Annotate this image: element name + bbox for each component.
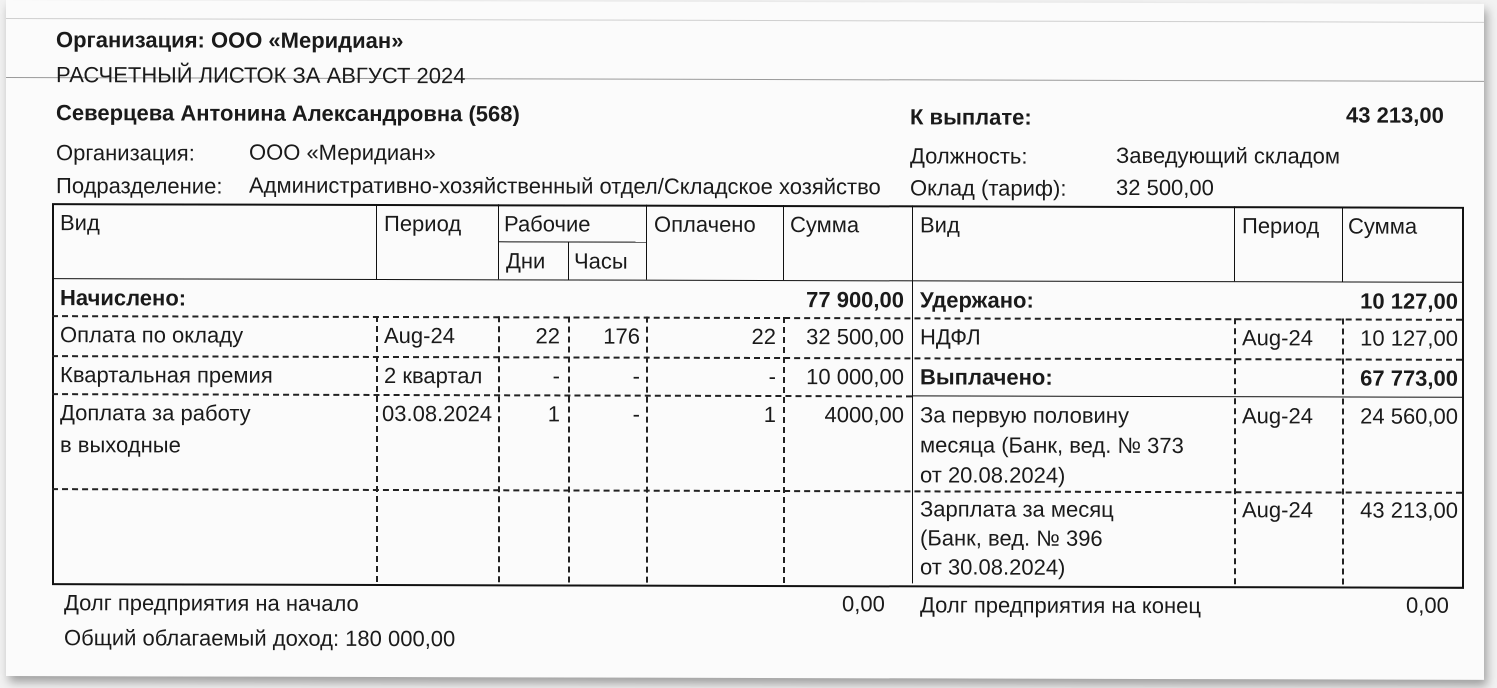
accrual-period: Aug-24 xyxy=(384,322,455,349)
accrual-paid: - xyxy=(768,363,776,390)
col-header-period-right: Период xyxy=(1242,213,1320,239)
debt-end-value: 0,00 xyxy=(1406,592,1449,618)
accrual-vid: Оплата по окладу xyxy=(60,322,244,348)
org-title: Организация: ООО «Меридиан» xyxy=(56,27,404,54)
withheld-label: Удержано: xyxy=(920,287,1034,313)
accrued-label: Начислено: xyxy=(60,285,187,311)
middle-line xyxy=(912,205,913,583)
col-header-hours: Часы xyxy=(574,248,628,274)
accrual-hours: - xyxy=(632,401,640,427)
col-line xyxy=(1342,206,1343,281)
dept-label: Подразделение: xyxy=(56,173,223,199)
col-header-work: Рабочие xyxy=(504,211,591,237)
col-line xyxy=(646,205,647,280)
org-value: ООО «Меридиан» xyxy=(249,139,436,166)
payment-period: Aug-24 xyxy=(1242,497,1313,523)
col-line xyxy=(646,317,648,583)
top-rule xyxy=(6,18,1484,23)
salary-value: 32 500,00 xyxy=(1116,174,1214,201)
debt-start-value: 0,00 xyxy=(842,591,885,617)
deduction-period: Aug-24 xyxy=(1242,325,1313,351)
col-line xyxy=(498,316,500,582)
payslip-sheet xyxy=(6,0,1484,680)
payment-vid: Зарплата за месяц xyxy=(920,496,1114,522)
accrual-paid: 22 xyxy=(751,323,776,350)
payslip-table xyxy=(52,203,1462,587)
deduction-vid: НДФЛ xyxy=(920,324,981,350)
payment-vid: от 20.08.2024) xyxy=(920,462,1066,488)
position-value: Заведующий складом xyxy=(1116,142,1340,169)
paid-out-total: 67 773,00 xyxy=(1360,365,1458,391)
col-line xyxy=(783,317,785,583)
accrued-total: 77 900,00 xyxy=(806,287,904,313)
col-header-days: Дни xyxy=(506,248,546,274)
withheld-total: 10 127,00 xyxy=(1360,288,1458,314)
col-header-sum-right: Сумма xyxy=(1348,213,1418,239)
debt-end-label: Долг предприятия на конец xyxy=(920,592,1201,619)
accrual-period: 2 квартал xyxy=(384,362,483,389)
debt-start-label: Долг предприятия на начало xyxy=(64,590,359,616)
payment-vid: (Банк, вед. № 396 xyxy=(920,525,1103,551)
accrual-sum: 32 500,00 xyxy=(806,324,904,350)
col-line xyxy=(568,316,570,582)
accrual-sum: 4000,00 xyxy=(824,402,904,428)
col-line xyxy=(783,205,784,280)
payment-vid: месяца (Банк, вед. № 373 xyxy=(920,432,1184,459)
to-pay-label: К выплате: xyxy=(910,104,1032,130)
col-header-sum: Сумма xyxy=(790,212,860,238)
accrual-vid: Доплата за работу xyxy=(60,400,251,426)
employee-name: Северцева Антонина Александровна (568) xyxy=(56,100,520,127)
paid-out-label: Выплачено: xyxy=(920,364,1053,390)
to-pay-value: 43 213,00 xyxy=(1346,102,1444,128)
taxable-income: Общий облагаемый доход: 180 000,00 xyxy=(64,625,456,652)
accrual-hours: - xyxy=(632,363,640,389)
accrual-vid: в выходные xyxy=(60,432,181,458)
col-header-period: Период xyxy=(384,210,462,237)
payment-vid: За первую половину xyxy=(920,402,1129,428)
accrual-paid: 1 xyxy=(763,401,776,428)
salary-label: Оклад (тариф): xyxy=(910,175,1067,201)
deduction-sum: 10 127,00 xyxy=(1360,325,1458,351)
payment-sum: 43 213,00 xyxy=(1360,497,1458,523)
org-label: Организация: xyxy=(56,140,195,166)
payment-vid: от 30.08.2024) xyxy=(920,554,1066,580)
payment-period: Aug-24 xyxy=(1242,403,1313,429)
accrual-days: 22 xyxy=(535,323,560,349)
accrual-days: 1 xyxy=(547,401,560,427)
accrual-sum: 10 000,00 xyxy=(806,364,904,390)
col-line xyxy=(568,241,569,279)
col-header-vid-right: Вид xyxy=(920,212,960,238)
col-line xyxy=(1234,318,1236,584)
doc-title: РАСЧЕТНЫЙ ЛИСТОК ЗА АВГУСТ 2024 xyxy=(56,62,466,89)
dept-value: Административно-хозяйственный отдел/Складское хозяйство xyxy=(249,172,881,200)
col-line xyxy=(1234,206,1235,281)
accrual-days: - xyxy=(552,363,560,389)
col-line xyxy=(1342,318,1344,584)
accrual-period: 03.08.2024 xyxy=(382,400,493,427)
accrual-vid: Квартальная премия xyxy=(60,362,273,388)
col-header-paid: Оплачено xyxy=(654,211,756,237)
col-line xyxy=(376,316,378,582)
col-line xyxy=(376,204,377,279)
col-line xyxy=(498,204,499,279)
payment-sum: 24 560,00 xyxy=(1360,403,1458,429)
position-label: Должность: xyxy=(910,143,1028,169)
accrual-hours: 176 xyxy=(603,323,640,349)
col-header-vid: Вид xyxy=(60,210,100,236)
